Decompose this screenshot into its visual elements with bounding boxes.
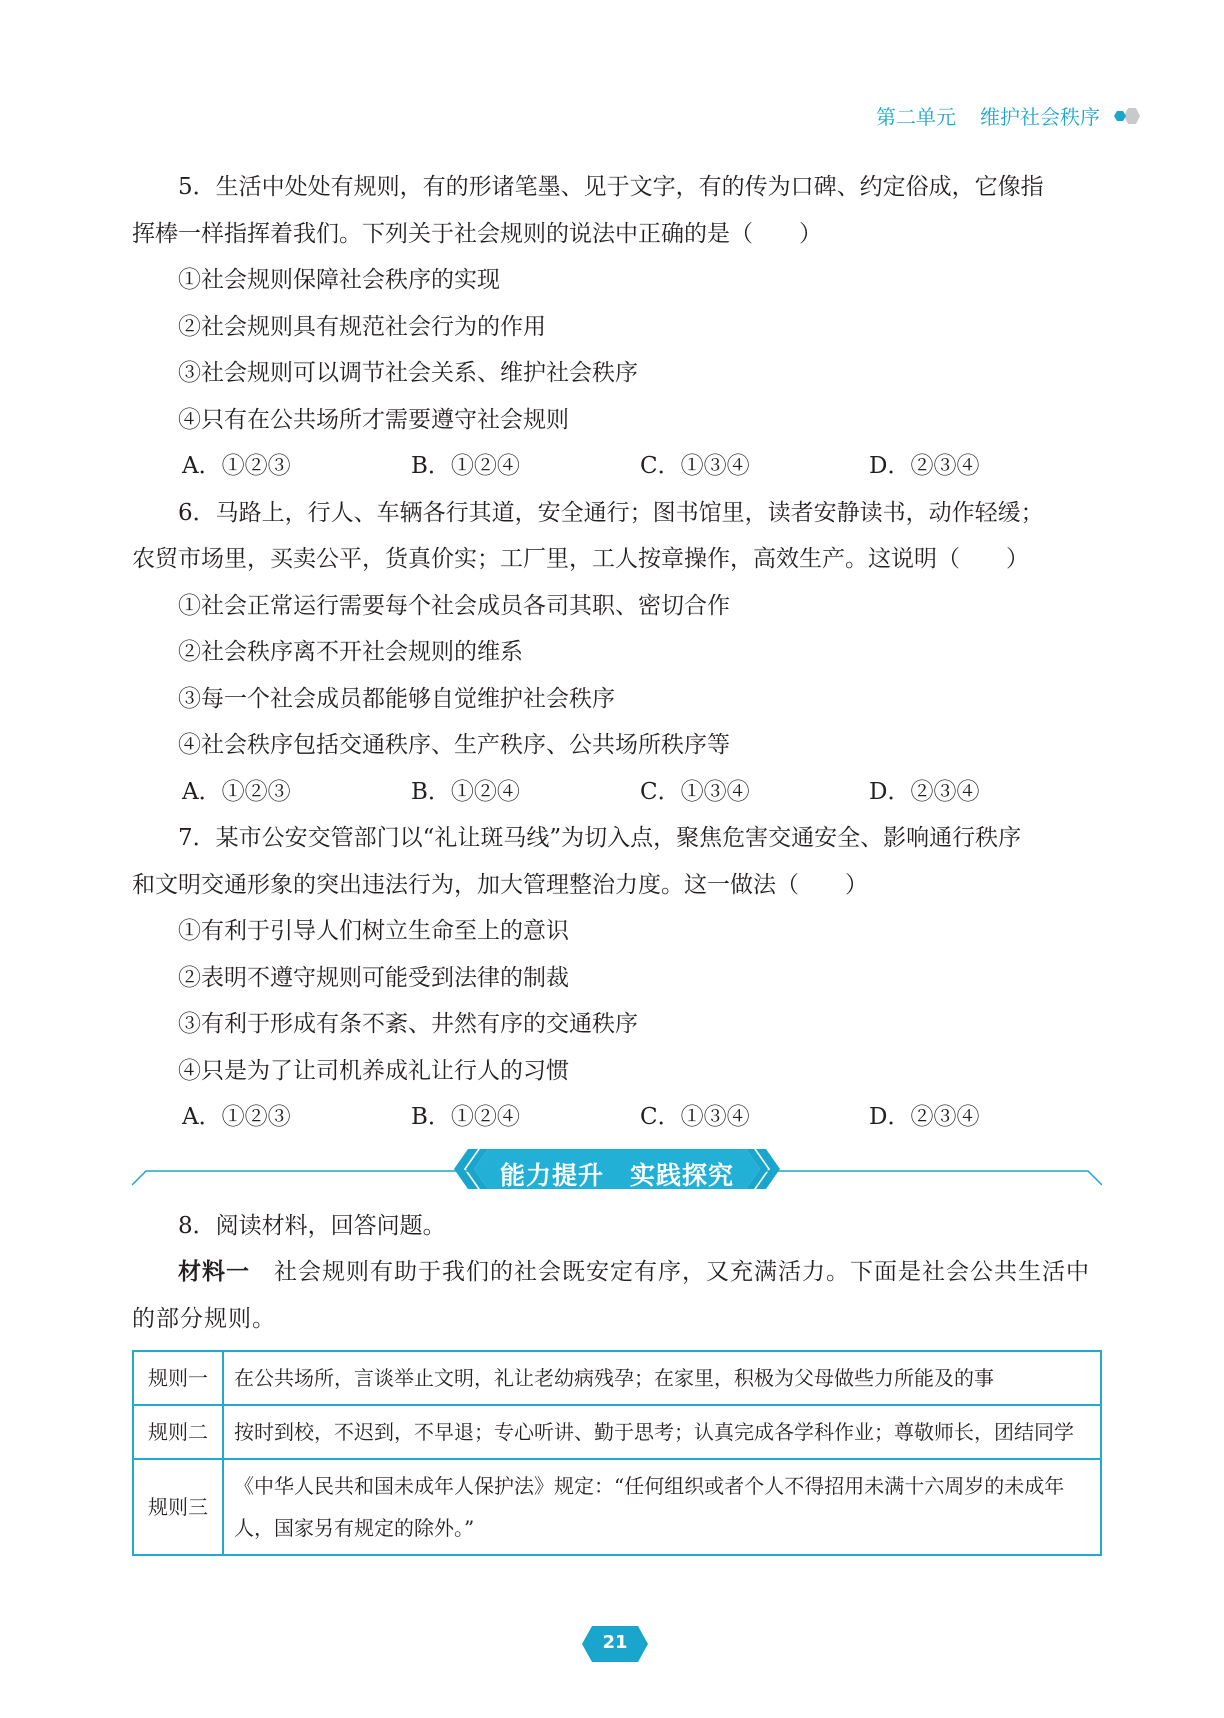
rule-name: 规则一	[133, 1351, 223, 1405]
statement-option: ④只有在公共场所才需要遵守社会规则	[178, 406, 569, 433]
answer-choices	[132, 769, 1102, 816]
choice-c: C．①③④	[640, 453, 750, 479]
material-label: 材料一	[178, 1259, 250, 1285]
question-7	[132, 815, 1102, 1141]
table-row	[133, 1405, 1101, 1459]
choice-c: C．①③④	[640, 778, 750, 805]
question-stem-line: 7．某市公安交管部门以“礼让斑马线”为切入点，聚焦危害交通安全、影响通行秩序	[178, 825, 1022, 851]
question-stem-line: 5．生活中处处有规则，有的形诸笔墨、见于文字，有的传为口碑、约定俗成，它像指	[178, 174, 1044, 200]
choice-b: B．①②④	[411, 453, 520, 479]
question-stem-line: 和文明交通形象的突出违法行为，加大管理整治力度。这一做法（ ）	[132, 871, 868, 898]
page-number: 21	[602, 1632, 628, 1653]
table-row	[133, 1459, 1101, 1555]
statement-option: ①社会正常运行需要每个社会成员各司其职、密切合作	[178, 592, 730, 619]
question-stem-line: 农贸市场里，买卖公平，货真价实；工厂里，工人按章操作，高效生产。这说明（ ）	[132, 546, 1029, 572]
question-stem-line: 6．马路上，行人、车辆各行其道，安全通行；图书馆里，读者安静读书，动作轻缓；	[178, 499, 1044, 526]
material-text: 社会规则有助于我们的社会既安定有序，又充满活力。下面是社会公共生活中	[250, 1259, 1090, 1285]
rule-text: 按时到校，不迟到，不早退；专心听讲、勤于思考；认真完成各学科作业；尊敬师长，团结同学	[223, 1405, 1101, 1459]
page-number-badge	[582, 1626, 648, 1662]
statement-option: ③社会规则可以调节社会关系、维护社会秩序	[178, 360, 638, 386]
page-content	[132, 164, 1102, 1556]
question-stem-line: 挥棒一样指挥着我们。下列关于社会规则的说法中正确的是（ ）	[132, 220, 822, 247]
section-banner-title: 能力提升 实践探究	[499, 1160, 734, 1190]
unit-title: 维护社会秩序	[980, 105, 1100, 129]
choice-d: D．②③④	[869, 1104, 980, 1130]
rule-text: 在公共场所，言谈举止文明，礼让老幼病残孕；在家里，积极为父母做些力所能及的事	[223, 1351, 1101, 1405]
statement-option: ③有利于形成有条不紊、井然有序的交通秩序	[178, 1011, 638, 1037]
choice-c: C．①③④	[640, 1104, 750, 1130]
choice-a: A．①②③	[182, 778, 291, 805]
question-stem-line: 8．阅读材料，回答问题。	[178, 1212, 446, 1239]
choice-d: D．②③④	[869, 453, 980, 479]
answer-choices	[132, 443, 1102, 490]
question-8	[132, 1203, 1102, 1557]
choice-a: A．①②③	[182, 1104, 291, 1130]
running-header	[876, 101, 1144, 130]
statement-option: ②社会规则具有规范社会行为的作用	[178, 313, 546, 340]
statement-option: ③每一个社会成员都能够自觉维护社会秩序	[178, 685, 615, 712]
rule-name: 规则三	[133, 1459, 223, 1555]
answer-choices	[132, 1094, 1102, 1141]
question-6	[132, 490, 1102, 816]
choice-b: B．①②④	[411, 1104, 520, 1130]
statement-option: ①有利于引导人们树立生命至上的意识	[178, 918, 569, 944]
choice-d: D．②③④	[869, 778, 980, 805]
statement-option: ④社会秩序包括交通秩序、生产秩序、公共场所秩序等	[178, 732, 730, 758]
unit-label: 第二单元	[876, 105, 956, 129]
material-paragraph	[132, 1249, 1102, 1296]
table-row	[133, 1351, 1101, 1405]
rule-text: 《中华人民共和国未成年人保护法》规定：“任何组织或者个人不得招用未满十六周岁的未成年人，国家另有规定的除外。”	[223, 1459, 1101, 1555]
statement-option: ②表明不遵守规则可能受到法律的制裁	[178, 964, 569, 991]
rule-name: 规则二	[133, 1405, 223, 1459]
statement-option: ①社会规则保障社会秩序的实现	[178, 267, 500, 293]
question-5	[132, 164, 1102, 490]
choice-a: A．①②③	[182, 453, 291, 479]
hexagon-decoration-icon	[1108, 104, 1144, 128]
material-text-cont: 的部分规则。	[132, 1305, 276, 1332]
statement-option: ④只是为了让司机养成礼让行人的习惯	[178, 1057, 569, 1084]
section-banner	[132, 1145, 1102, 1193]
statement-option: ②社会秩序离不开社会规则的维系	[178, 639, 523, 665]
choice-b: B．①②④	[411, 778, 520, 805]
rules-table	[132, 1350, 1102, 1556]
